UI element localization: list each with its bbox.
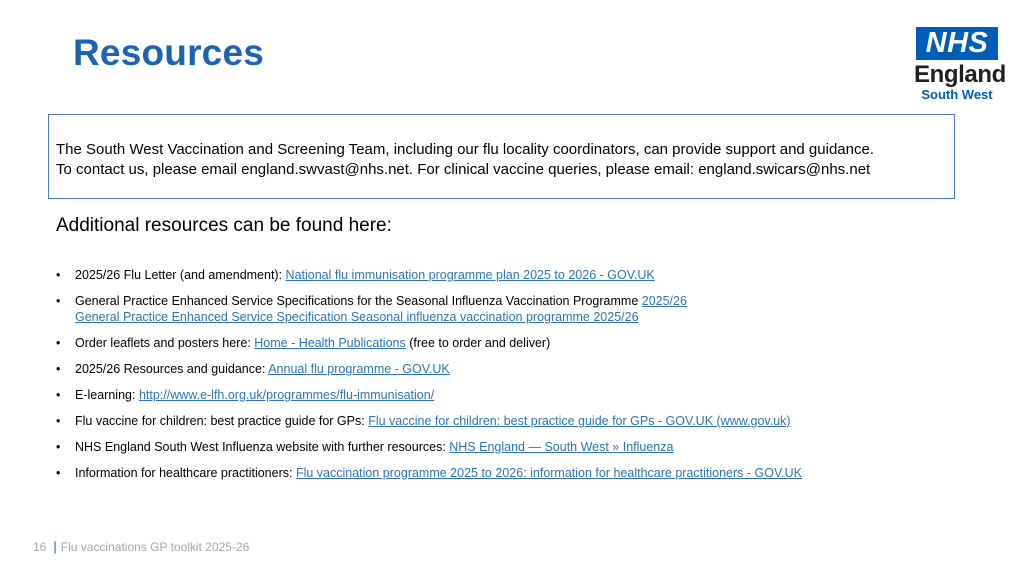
footer-separator: | bbox=[53, 539, 57, 554]
link-flu-immunisation-plan[interactable]: National flu immunisation programme plan 2025 to 2026 - GOV.UK bbox=[285, 268, 655, 282]
list-item-practitioner-info bbox=[56, 465, 802, 481]
item-text: E-learning: bbox=[75, 388, 139, 402]
nhs-england-logo bbox=[914, 27, 1006, 102]
bullet: • bbox=[56, 440, 61, 454]
list-item-flu-letter bbox=[56, 267, 655, 283]
bullet: • bbox=[56, 466, 61, 480]
link-enhanced-service-spec[interactable]: General Practice Enhanced Service Specification Seasonal influenza vaccination programme 2025/26 bbox=[75, 310, 639, 324]
item-text: Information for healthcare practitioners: bbox=[75, 466, 296, 480]
bullet: • bbox=[56, 294, 61, 308]
contact-line-2: To contact us, please email england.swvast@nhs.net. For clinical vaccine queries, please email: england.swicars@nhs.net bbox=[56, 161, 871, 178]
link-health-publications[interactable]: Home - Health Publications bbox=[254, 336, 406, 350]
bullet: • bbox=[56, 336, 61, 350]
list-item-enhanced-service-spec bbox=[56, 293, 687, 325]
footer-doc-title: Flu vaccinations GP toolkit 2025-26 bbox=[60, 540, 250, 554]
link-practitioner-info[interactable]: Flu vaccination programme 2025 to 2026: information for healthcare practitioners - GOV.UK bbox=[295, 466, 802, 480]
bullet: • bbox=[56, 388, 61, 402]
link-nhs-sw-influenza[interactable]: NHS England — South West » Influenza bbox=[449, 440, 674, 454]
item-suffix: (free to order and deliver) bbox=[405, 336, 551, 350]
item-text: General Practice Enhanced Service Specifications for the Seasonal Influenza Vaccination Programme bbox=[75, 294, 642, 308]
contact-line-1: The South West Vaccination and Screening Team, including our flu locality coordinators, can provide support and guidance. bbox=[56, 141, 874, 158]
link-annual-flu-programme[interactable]: Annual flu programme - GOV.UK bbox=[268, 362, 450, 376]
item-text: 2025/26 Flu Letter (and amendment): bbox=[75, 268, 286, 282]
logo-org-name: England bbox=[914, 61, 1006, 88]
list-item-elearning bbox=[56, 387, 434, 403]
contact-info-box bbox=[48, 114, 955, 199]
bullet: • bbox=[56, 362, 61, 376]
bullet: • bbox=[56, 414, 61, 428]
list-item-sw-influenza-website bbox=[56, 439, 673, 455]
logo-region-name: South West bbox=[921, 87, 993, 102]
slide-footer bbox=[33, 539, 249, 554]
list-item-children-guide bbox=[56, 413, 791, 429]
link-2025-26[interactable]: 2025/26 bbox=[641, 294, 687, 308]
bullet: • bbox=[56, 268, 61, 282]
item-text: NHS England South West Influenza website with further resources: bbox=[75, 440, 450, 454]
list-item-order-leaflets bbox=[56, 335, 550, 351]
item-text: 2025/26 Resources and guidance: bbox=[75, 362, 269, 376]
link-children-best-practice[interactable]: Flu vaccine for children: best practice guide for GPs - GOV.UK (www.gov.uk) bbox=[368, 414, 791, 428]
list-item-resources-guidance bbox=[56, 361, 450, 377]
item-text: Order leaflets and posters here: bbox=[75, 336, 255, 350]
item-text: Flu vaccine for children: best practice guide for GPs: bbox=[75, 414, 369, 428]
link-elearning[interactable]: http://www.e-lfh.org.uk/programmes/flu-immunisation/ bbox=[138, 388, 435, 402]
slide-title: Resources bbox=[73, 32, 265, 73]
additional-resources-heading: Additional resources can be found here: bbox=[56, 215, 392, 236]
nhs-badge: NHS bbox=[916, 27, 998, 60]
page-number: 16 bbox=[33, 540, 47, 554]
